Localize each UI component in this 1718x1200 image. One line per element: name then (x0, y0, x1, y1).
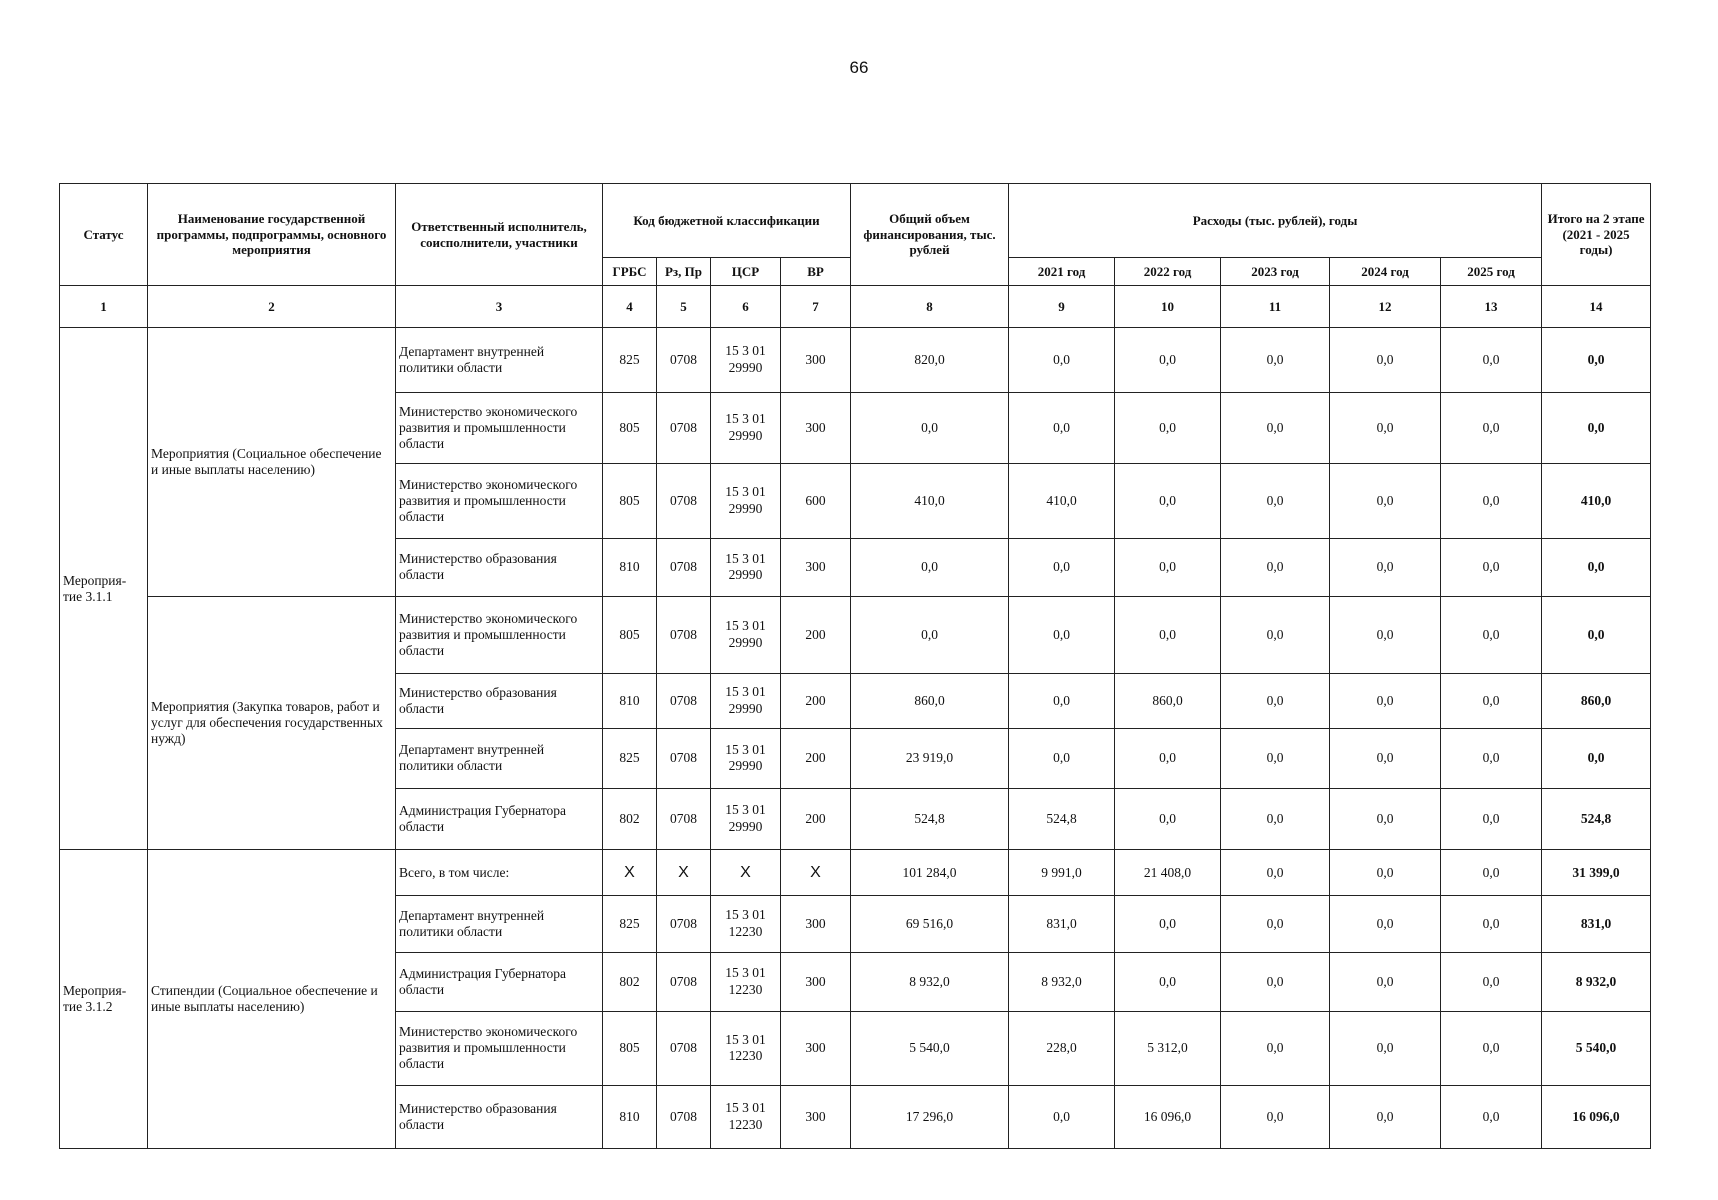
year-2024-cell: 0,0 (1330, 328, 1441, 393)
stage-total-cell: 8 932,0 (1542, 952, 1651, 1011)
vr-cell: 300 (781, 1086, 851, 1149)
table-row (60, 597, 1651, 674)
year-2024-cell: 0,0 (1330, 896, 1441, 953)
program-name-cell: Мероприятия (Социальное обеспечение и иные выплаты населению) (148, 328, 396, 597)
year-2021-cell: 0,0 (1009, 597, 1115, 674)
csr-code-part: 15 3 01 (725, 802, 766, 818)
total-funding-cell: 0,0 (851, 393, 1009, 464)
year-2021-cell: 0,0 (1009, 538, 1115, 597)
grbs-cell: 802 (603, 789, 657, 850)
header-rzpr: Рз, Пр (657, 258, 711, 286)
year-2022-cell: 21 408,0 (1115, 849, 1221, 895)
column-number: 13 (1441, 286, 1542, 328)
grbs-cell: 825 (603, 728, 657, 789)
year-2025-cell: 0,0 (1441, 952, 1542, 1011)
grbs-cell: 805 (603, 393, 657, 464)
vr-cell: 300 (781, 538, 851, 597)
year-2023-cell: 0,0 (1221, 728, 1330, 789)
stage-total-cell: 860,0 (1542, 674, 1651, 729)
csr-code-part: 12230 (728, 981, 763, 997)
vr-cell: X (781, 849, 851, 895)
total-funding-cell: 410,0 (851, 463, 1009, 538)
csr-code-part: 15 3 01 (725, 907, 766, 923)
grbs-cell: 805 (603, 463, 657, 538)
stage-total-cell: 0,0 (1542, 538, 1651, 597)
grbs-cell: X (603, 849, 657, 895)
total-funding-cell: 860,0 (851, 674, 1009, 729)
csr-code-part: 29990 (728, 819, 763, 835)
executor-cell: Департамент внутренней политики области (396, 328, 603, 393)
column-number: 1 (60, 286, 148, 328)
year-2023-cell: 0,0 (1221, 789, 1330, 850)
column-number: 3 (396, 286, 603, 328)
executor-cell: Администрация Губернатора области (396, 789, 603, 850)
year-2025-cell: 0,0 (1441, 328, 1542, 393)
csr-cell (711, 728, 781, 789)
executor-cell: Министерство образования области (396, 674, 603, 729)
program-name-cell: Мероприятия (Закупка товаров, работ и услуг для обеспечения государственных нужд) (148, 597, 396, 850)
csr-code-part: 15 3 01 (725, 483, 766, 499)
stage-total-cell: 5 540,0 (1542, 1011, 1651, 1086)
total-funding-cell: 820,0 (851, 328, 1009, 393)
total-funding-cell: 17 296,0 (851, 1086, 1009, 1149)
year-2024-cell: 0,0 (1330, 1011, 1441, 1086)
year-2022-cell: 5 312,0 (1115, 1011, 1221, 1086)
year-2023-cell: 0,0 (1221, 393, 1330, 464)
rzpr-cell: 0708 (657, 1011, 711, 1086)
csr-cell (711, 597, 781, 674)
vr-cell: 600 (781, 463, 851, 538)
csr-code-part: 29990 (728, 500, 763, 516)
header-year-2025: 2025 год (1441, 258, 1542, 286)
budget-table (59, 183, 1651, 1149)
total-funding-cell: 8 932,0 (851, 952, 1009, 1011)
stage-total-cell: 16 096,0 (1542, 1086, 1651, 1149)
header-vr: ВР (781, 258, 851, 286)
executor-cell: Министерство экономического развития и промышленности области (396, 393, 603, 464)
grbs-cell: 802 (603, 952, 657, 1011)
year-2021-cell: 0,0 (1009, 393, 1115, 464)
executor-cell: Администрация Губернатора области (396, 952, 603, 1011)
header-stage-total: Итого на 2 этапе (2021 - 2025 годы) (1542, 184, 1651, 286)
header-executor: Ответственный исполнитель, соисполнители, участники (396, 184, 603, 286)
header-budget-code: Код бюджетной классификации (603, 184, 851, 258)
column-number: 5 (657, 286, 711, 328)
year-2021-cell: 0,0 (1009, 328, 1115, 393)
year-2021-cell: 524,8 (1009, 789, 1115, 850)
year-2024-cell: 0,0 (1330, 1086, 1441, 1149)
year-2024-cell: 0,0 (1330, 674, 1441, 729)
csr-cell (711, 538, 781, 597)
csr-code-part: 15 3 01 (725, 411, 766, 427)
total-funding-cell: 101 284,0 (851, 849, 1009, 895)
total-funding-cell: 524,8 (851, 789, 1009, 850)
csr-code-part: 12230 (728, 1048, 763, 1064)
column-number: 8 (851, 286, 1009, 328)
executor-cell: Департамент внутренней политики области (396, 896, 603, 953)
rzpr-cell: 0708 (657, 952, 711, 1011)
year-2025-cell: 0,0 (1441, 896, 1542, 953)
csr-code-part: 15 3 01 (725, 343, 766, 359)
year-2022-cell: 0,0 (1115, 896, 1221, 953)
executor-cell: Департамент внутренней политики области (396, 728, 603, 789)
executor-cell: Министерство образования области (396, 1086, 603, 1149)
stage-total-cell: 0,0 (1542, 393, 1651, 464)
header-year-2022: 2022 год (1115, 258, 1221, 286)
vr-cell: 300 (781, 393, 851, 464)
year-2023-cell: 0,0 (1221, 952, 1330, 1011)
year-2024-cell: 0,0 (1330, 597, 1441, 674)
csr-cell (711, 674, 781, 729)
rzpr-cell: 0708 (657, 674, 711, 729)
csr-code-part: 15 3 01 (725, 1031, 766, 1047)
grbs-cell: 810 (603, 538, 657, 597)
year-2021-cell: 0,0 (1009, 728, 1115, 789)
csr-code-part: 12230 (728, 1117, 763, 1133)
stage-total-cell: 0,0 (1542, 728, 1651, 789)
csr-cell (711, 1011, 781, 1086)
year-2024-cell: 0,0 (1330, 463, 1441, 538)
year-2025-cell: 0,0 (1441, 1011, 1542, 1086)
rzpr-cell: 0708 (657, 328, 711, 393)
csr-code-part: 29990 (728, 700, 763, 716)
header-year-2023: 2023 год (1221, 258, 1330, 286)
year-2023-cell: 0,0 (1221, 328, 1330, 393)
year-2023-cell: 0,0 (1221, 1086, 1330, 1149)
year-2022-cell: 16 096,0 (1115, 1086, 1221, 1149)
grbs-cell: 810 (603, 674, 657, 729)
year-2025-cell: 0,0 (1441, 393, 1542, 464)
year-2025-cell: 0,0 (1441, 789, 1542, 850)
vr-cell: 200 (781, 597, 851, 674)
csr-code-part: 15 3 01 (725, 550, 766, 566)
status-cell: Мероприя-тие 3.1.2 (60, 849, 148, 1148)
year-2024-cell: 0,0 (1330, 952, 1441, 1011)
rzpr-cell: 0708 (657, 789, 711, 850)
column-number: 12 (1330, 286, 1441, 328)
stage-total-cell: 0,0 (1542, 328, 1651, 393)
year-2022-cell: 0,0 (1115, 728, 1221, 789)
csr-code-part: 29990 (728, 427, 763, 443)
rzpr-cell: 0708 (657, 597, 711, 674)
csr-code-part: 15 3 01 (725, 1100, 766, 1116)
year-2024-cell: 0,0 (1330, 849, 1441, 895)
rzpr-cell: 0708 (657, 463, 711, 538)
year-2023-cell: 0,0 (1221, 1011, 1330, 1086)
grbs-cell: 825 (603, 328, 657, 393)
csr-cell (711, 393, 781, 464)
year-2021-cell: 0,0 (1009, 674, 1115, 729)
year-2024-cell: 0,0 (1330, 393, 1441, 464)
grbs-cell: 810 (603, 1086, 657, 1149)
csr-code-part: 29990 (728, 635, 763, 651)
column-number: 11 (1221, 286, 1330, 328)
year-2021-cell: 9 991,0 (1009, 849, 1115, 895)
vr-cell: 300 (781, 328, 851, 393)
csr-code-part: 15 3 01 (725, 618, 766, 634)
csr-cell (711, 1086, 781, 1149)
column-number: 9 (1009, 286, 1115, 328)
year-2025-cell: 0,0 (1441, 538, 1542, 597)
header-row (60, 184, 1651, 258)
vr-cell: 200 (781, 674, 851, 729)
csr-cell (711, 463, 781, 538)
executor-cell: Министерство экономического развития и промышленности области (396, 463, 603, 538)
executor-cell: Всего, в том числе: (396, 849, 603, 895)
stage-total-cell: 31 399,0 (1542, 849, 1651, 895)
year-2022-cell: 0,0 (1115, 538, 1221, 597)
year-2021-cell: 831,0 (1009, 896, 1115, 953)
csr-cell (711, 849, 781, 895)
grbs-cell: 805 (603, 597, 657, 674)
header-program-name: Наименование государственной программы, подпрограммы, основного мероприятия (148, 184, 396, 286)
vr-cell: 300 (781, 896, 851, 953)
year-2021-cell: 8 932,0 (1009, 952, 1115, 1011)
csr-cell (711, 952, 781, 1011)
csr-code-part: 29990 (728, 360, 763, 376)
rzpr-cell: 0708 (657, 393, 711, 464)
year-2023-cell: 0,0 (1221, 463, 1330, 538)
year-2022-cell: 0,0 (1115, 463, 1221, 538)
header-status: Статус (60, 184, 148, 286)
year-2021-cell: 228,0 (1009, 1011, 1115, 1086)
csr-code-part: 15 3 01 (725, 964, 766, 980)
year-2021-cell: 0,0 (1009, 1086, 1115, 1149)
csr-code-part: 29990 (728, 567, 763, 583)
year-2022-cell: 0,0 (1115, 952, 1221, 1011)
csr-cell (711, 789, 781, 850)
year-2023-cell: 0,0 (1221, 538, 1330, 597)
year-2022-cell: 0,0 (1115, 328, 1221, 393)
column-number: 6 (711, 286, 781, 328)
vr-cell: 300 (781, 952, 851, 1011)
vr-cell: 300 (781, 1011, 851, 1086)
rzpr-cell: 0708 (657, 896, 711, 953)
rzpr-cell: 0708 (657, 728, 711, 789)
executor-cell: Министерство образования области (396, 538, 603, 597)
year-2025-cell: 0,0 (1441, 674, 1542, 729)
total-funding-cell: 0,0 (851, 597, 1009, 674)
column-number: 14 (1542, 286, 1651, 328)
year-2024-cell: 0,0 (1330, 728, 1441, 789)
year-2025-cell: 0,0 (1441, 1086, 1542, 1149)
year-2022-cell: 0,0 (1115, 597, 1221, 674)
total-funding-cell: 5 540,0 (851, 1011, 1009, 1086)
stage-total-cell: 0,0 (1542, 597, 1651, 674)
csr-code-part: X (740, 863, 751, 881)
table-row (60, 328, 1651, 393)
stage-total-cell: 524,8 (1542, 789, 1651, 850)
grbs-cell: 825 (603, 896, 657, 953)
year-2023-cell: 0,0 (1221, 896, 1330, 953)
year-2022-cell: 860,0 (1115, 674, 1221, 729)
column-number: 2 (148, 286, 396, 328)
rzpr-cell: 0708 (657, 1086, 711, 1149)
year-2024-cell: 0,0 (1330, 789, 1441, 850)
header-expenses: Расходы (тыс. рублей), годы (1009, 184, 1542, 258)
column-number: 7 (781, 286, 851, 328)
year-2021-cell: 410,0 (1009, 463, 1115, 538)
status-cell: Мероприя-тие 3.1.1 (60, 328, 148, 849)
grbs-cell: 805 (603, 1011, 657, 1086)
year-2024-cell: 0,0 (1330, 538, 1441, 597)
header-year-2024: 2024 год (1330, 258, 1441, 286)
total-funding-cell: 0,0 (851, 538, 1009, 597)
year-2025-cell: 0,0 (1441, 728, 1542, 789)
header-total-funding: Общий объем финансирования, тыс. рублей (851, 184, 1009, 286)
vr-cell: 200 (781, 728, 851, 789)
csr-cell (711, 896, 781, 953)
stage-total-cell: 410,0 (1542, 463, 1651, 538)
total-funding-cell: 23 919,0 (851, 728, 1009, 789)
year-2025-cell: 0,0 (1441, 463, 1542, 538)
table-row (60, 849, 1651, 895)
column-number: 4 (603, 286, 657, 328)
year-2022-cell: 0,0 (1115, 393, 1221, 464)
csr-cell (711, 328, 781, 393)
total-funding-cell: 69 516,0 (851, 896, 1009, 953)
year-2022-cell: 0,0 (1115, 789, 1221, 850)
page-number: 66 (849, 58, 869, 77)
program-name-cell: Стипендии (Социальное обеспечение и иные выплаты населению) (148, 849, 396, 1148)
year-2023-cell: 0,0 (1221, 597, 1330, 674)
executor-cell: Министерство экономического развития и промышленности области (396, 1011, 603, 1086)
header-csr: ЦСР (711, 258, 781, 286)
table-body (60, 286, 1651, 1149)
csr-code-part: 12230 (728, 924, 763, 940)
year-2025-cell: 0,0 (1441, 597, 1542, 674)
stage-total-cell: 831,0 (1542, 896, 1651, 953)
year-2025-cell: 0,0 (1441, 849, 1542, 895)
vr-cell: 200 (781, 789, 851, 850)
column-number: 10 (1115, 286, 1221, 328)
rzpr-cell: X (657, 849, 711, 895)
year-2023-cell: 0,0 (1221, 674, 1330, 729)
csr-code-part: 15 3 01 (725, 683, 766, 699)
csr-code-part: 15 3 01 (725, 741, 766, 757)
header-year-2021: 2021 год (1009, 258, 1115, 286)
rzpr-cell: 0708 (657, 538, 711, 597)
column-number-row (60, 286, 1651, 328)
year-2023-cell: 0,0 (1221, 849, 1330, 895)
executor-cell: Министерство экономического развития и промышленности области (396, 597, 603, 674)
header-grbs: ГРБС (603, 258, 657, 286)
csr-code-part: 29990 (728, 758, 763, 774)
